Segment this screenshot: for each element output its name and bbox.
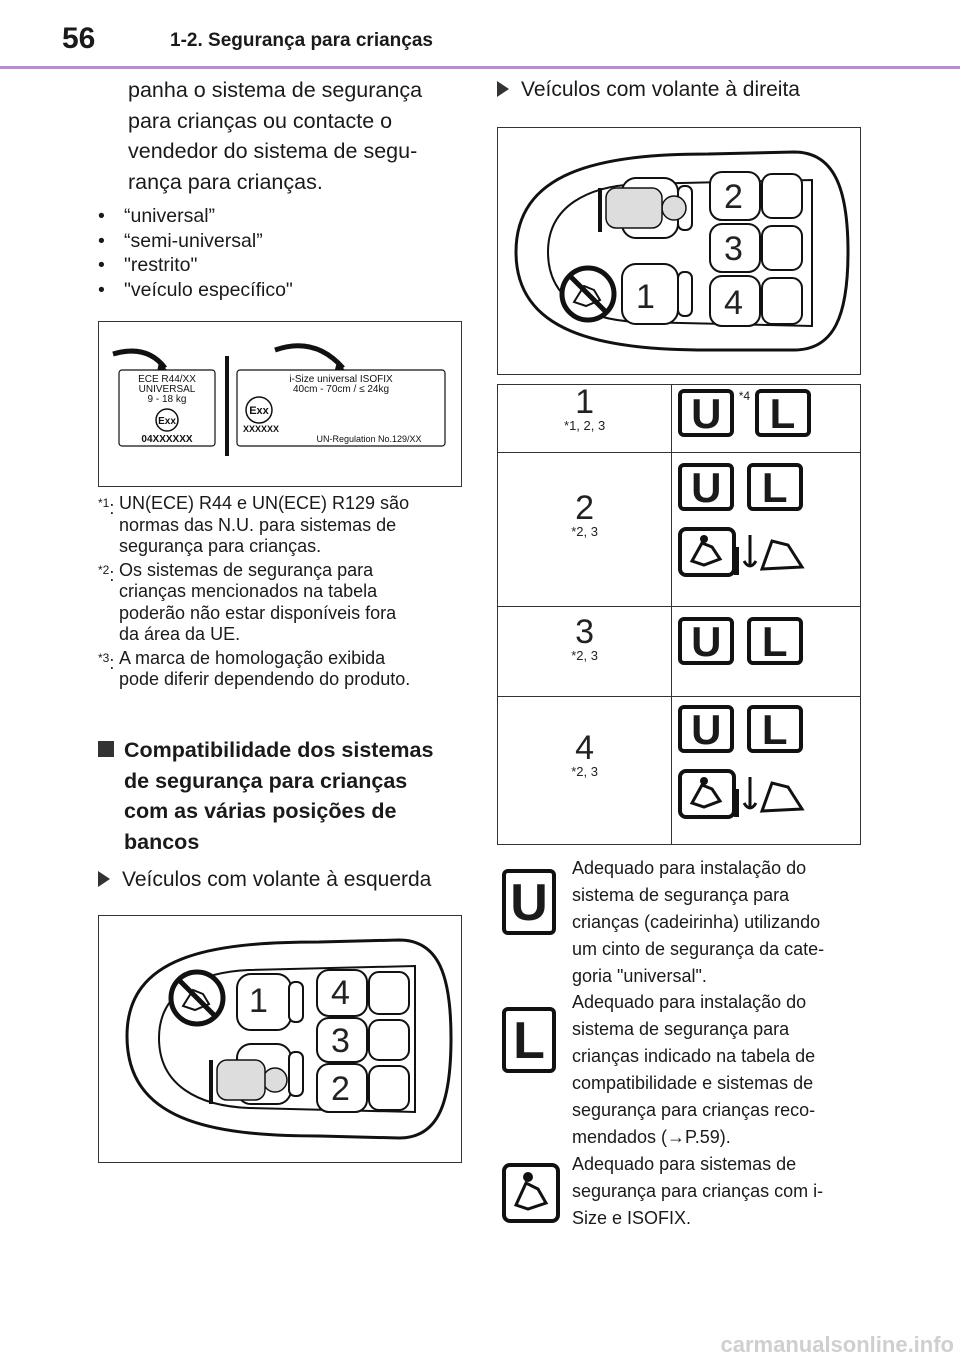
footnote-line: crianças mencionados na tabela <box>119 581 378 601</box>
list-item: • "veículo específico" <box>98 278 293 301</box>
seat-number-3: 3 <box>331 1022 350 1060</box>
seat-cell <box>498 697 672 845</box>
intro-paragraph <box>128 75 458 197</box>
l-category-icon: L <box>747 705 803 753</box>
separator <box>225 356 229 456</box>
square-bullet-icon <box>98 741 114 757</box>
footnote: $^{*1}$: UN(ECE) R44 e UN(ECE) R129 são normas das N.U. para sistemas de segurança para crianças. <box>98 493 468 558</box>
seat-cell <box>498 385 672 453</box>
footnote-line: poderão não estar disponíveis fora <box>119 602 397 623</box>
isofix-seat-icon <box>678 527 808 577</box>
seat-note: *2, 3 <box>571 524 598 539</box>
headrest-shape <box>289 1052 303 1096</box>
icon-cell <box>672 697 861 845</box>
rhd-seat-diagram <box>497 127 861 375</box>
footnote-line: Os sistemas de segurança para <box>119 559 374 580</box>
lhd-title: Veículos com volante à esquerda <box>98 868 431 892</box>
lhd-seat-diagram <box>98 915 462 1163</box>
l-category-icon: L <box>747 617 803 665</box>
seat-number: 3 <box>575 613 595 651</box>
u-category-icon: U <box>678 463 734 511</box>
child-seat-icon <box>762 783 802 811</box>
list-item: • “semi-universal” <box>98 229 263 252</box>
r44-emark: Exx <box>158 416 176 427</box>
seat-number: 2 <box>575 489 595 527</box>
legend-item <box>500 1151 870 1235</box>
r129-line1: i-Size universal ISOFIX <box>289 374 393 385</box>
legend-line: sistema de segurança para <box>572 1019 790 1039</box>
u-category-icon: U <box>678 617 734 665</box>
footnote-line: pode diferir dependendo do produto. <box>119 669 411 689</box>
r129-regulation: UN-Regulation No.129/XX <box>316 434 422 444</box>
section-title: 1-2. Segurança para crianças <box>170 30 433 51</box>
seat-number-2: 2 <box>331 1070 350 1108</box>
driver-body-icon <box>606 188 662 228</box>
footnote-mark: 3 <box>102 650 110 665</box>
legend-line: crianças indicado na tabela de <box>572 1046 816 1066</box>
driver-head-icon <box>662 196 686 220</box>
seat-number-3: 3 <box>724 230 743 268</box>
intro-line: vendedor do sistema de segu- <box>128 139 418 163</box>
steering-wheel-icon <box>209 1060 213 1104</box>
intro-line: rança para crianças. <box>128 169 323 194</box>
footnote-line: normas das N.U. para sistemas de <box>119 514 397 535</box>
legend-line: Adequado para instalação do <box>572 858 807 878</box>
header-rule <box>0 66 960 69</box>
heading-line: de segurança para crianças <box>124 768 408 793</box>
triangle-bullet-icon <box>497 81 509 97</box>
r44-line1: ECE R44/XX <box>138 374 196 385</box>
seatback-shape <box>762 226 802 270</box>
seat-cell <box>498 607 672 697</box>
legend-line: compatibilidade e sistemas de <box>572 1073 814 1093</box>
footnote-line: segurança para crianças. <box>119 536 322 556</box>
approval-label-illustration <box>99 322 461 486</box>
isofix-anchor-bar <box>734 547 739 575</box>
u-category-icon: U <box>502 869 556 935</box>
r44-line3: 9 - 18 kg <box>147 394 187 405</box>
anchor-icon <box>744 777 756 809</box>
seat-number-4: 4 <box>331 974 350 1012</box>
isofix-anchor-bar <box>734 789 739 817</box>
table-row <box>498 697 861 845</box>
isofix-icons <box>678 769 860 819</box>
driver-body-icon <box>217 1060 265 1100</box>
icon-cell <box>672 385 861 453</box>
compatibility-heading <box>98 735 468 857</box>
seatback-shape <box>369 972 409 1014</box>
footnote-mark: 1 <box>102 496 110 510</box>
seat-number-2: 2 <box>724 178 743 216</box>
table-row <box>498 607 861 697</box>
seatback-shape <box>762 278 802 324</box>
footnote-line: da área da UE. <box>119 624 241 644</box>
rhd-title: Veículos com volante à direita <box>497 78 800 102</box>
u-category-icon: U <box>678 389 734 437</box>
seat-note: *2, 3 <box>571 648 598 663</box>
heading-line: bancos <box>124 829 200 854</box>
legend-line: sistema de segurança para <box>572 885 790 905</box>
footnote: $^{*2}$: Os sistemas de segurança para crianças mencionados na tabela poderão não estar disponíveis fora da área da UE. <box>98 560 468 646</box>
compatibility-table <box>497 384 861 845</box>
heading-line: com as várias posições de <box>124 799 397 823</box>
table-row <box>498 453 861 607</box>
category-bullet-list <box>98 204 458 302</box>
seat-cell <box>498 453 672 607</box>
headrest-shape <box>678 272 692 316</box>
heading-line: Compatibilidade dos sistemas <box>124 738 434 762</box>
legend-line: segurança para crianças reco- <box>572 1100 816 1120</box>
approval-label-figure <box>98 321 462 487</box>
seat-number-4: 4 <box>724 284 743 322</box>
r129-emark: Exx <box>249 405 269 417</box>
rhd-car-illustration <box>498 128 860 374</box>
r129-line2: 40cm - 70cm / ≤ 24kg <box>292 384 390 395</box>
legend-line: um cinto de segurança da cate- <box>572 939 825 959</box>
child-seat-icon <box>762 541 802 569</box>
legend-line: Adequado para sistemas de <box>572 1154 797 1174</box>
legend-line: segurança para crianças com i- <box>572 1181 824 1201</box>
seat-number: 1 <box>575 383 595 421</box>
footnote: $^{*3}$: A marca de homologação exibida pode diferir dependendo do produto. <box>98 648 468 691</box>
list-item: • "restrito" <box>98 254 198 276</box>
l-category-icon: L <box>502 1007 556 1073</box>
icon-cell <box>672 453 861 607</box>
legend-line: Adequado para instalação do <box>572 992 807 1012</box>
r129-code: XXXXXX <box>242 424 280 434</box>
legend <box>500 855 870 1235</box>
headrest-shape <box>289 982 303 1022</box>
footnote-list <box>98 493 468 691</box>
lhd-car-illustration <box>99 916 461 1162</box>
isofix-seat-icon <box>678 769 808 819</box>
r44-code: 04XXXXXX <box>141 434 193 445</box>
isofix-seat-icon <box>502 1163 562 1225</box>
seatback-shape <box>369 1020 409 1060</box>
seat-number: 4 <box>575 729 595 767</box>
table-row <box>498 385 861 453</box>
driver-head-icon <box>263 1068 287 1092</box>
list-item: • “universal” <box>98 205 216 227</box>
legend-line: mendados (→P.59). <box>572 1127 731 1147</box>
icon-note: *4 <box>738 389 751 403</box>
legend-line: goria "universal". <box>572 966 707 986</box>
page-number: 56 <box>62 22 96 55</box>
arrow-icon <box>113 351 165 368</box>
seat-number-1: 1 <box>249 982 268 1020</box>
icon-cell <box>672 607 861 697</box>
seat-number-1: 1 <box>636 278 655 316</box>
l-category-icon: L <box>747 463 803 511</box>
intro-line: panha o sistema de segurança <box>128 78 423 102</box>
isofix-icons <box>678 527 860 577</box>
footnote-line: UN(ECE) R44 e UN(ECE) R129 são <box>119 493 410 513</box>
seat-note: *1, 2, 3 <box>564 418 606 433</box>
legend-item <box>500 855 870 989</box>
l-category-icon: L <box>755 389 811 437</box>
u-category-icon: U <box>678 705 734 753</box>
footnote-line: A marca de homologação exibida <box>119 647 386 668</box>
triangle-bullet-icon <box>98 871 110 887</box>
legend-line: crianças (cadeirinha) utilizando <box>572 912 821 932</box>
legend-line: Size e ISOFIX. <box>572 1208 692 1228</box>
seatback-shape <box>762 174 802 218</box>
arrow-icon <box>275 346 343 368</box>
legend-item <box>500 989 870 1151</box>
seatback-shape <box>369 1066 409 1110</box>
seat-note: *2, 3 <box>571 764 598 779</box>
steering-wheel-icon <box>598 188 602 232</box>
intro-line: para crianças ou contacte o <box>128 108 393 133</box>
anchor-icon <box>744 535 756 567</box>
footnote-mark: 2 <box>102 562 110 577</box>
watermark: carmanualsonline.info <box>720 1332 954 1357</box>
r44-line2: UNIVERSAL <box>138 384 196 395</box>
